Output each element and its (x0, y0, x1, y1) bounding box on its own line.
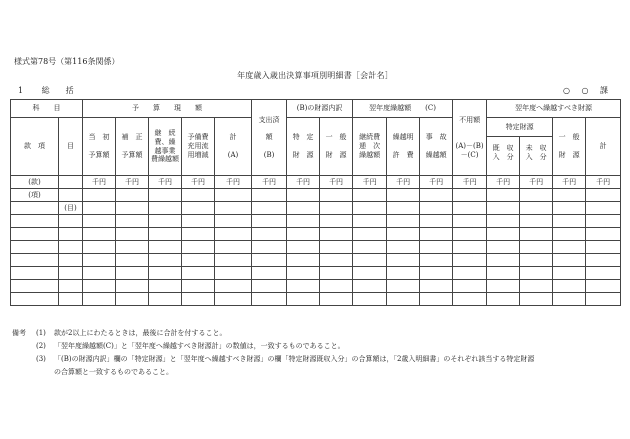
table-row (11, 228, 621, 241)
unit-cell: 千円 (116, 176, 149, 189)
row-kan-label: (款) (11, 176, 59, 189)
unit-cell: 千円 (182, 176, 215, 189)
note-continuation: の合算額と一致するものであること。 (54, 368, 173, 376)
unit-cell: 千円 (252, 176, 287, 189)
header-ny-unreceived: 未 収 入 分 (525, 144, 547, 161)
unit-cell: 千円 (453, 176, 487, 189)
section-label: 総 括 (41, 86, 74, 95)
unit-cell: 千円 (83, 176, 116, 189)
form-number: 様式第78号（第116条関係） (14, 57, 120, 66)
header-next-year: 翌年度へ繰越すべき財源 (487, 100, 621, 118)
header-moku: 目 (59, 118, 83, 176)
org-mark-2: ○ (581, 86, 589, 95)
header-ny-specific: 特定財源 (487, 118, 552, 137)
org-suffix: 課 (600, 86, 608, 95)
header-general-source: 一 般 財 源 (320, 118, 353, 176)
table-row (11, 280, 621, 293)
header-accident-carryover: 事 故 繰越額 (420, 118, 453, 176)
note-text: 「(B)の財源内訳」欄の「特定財源」と「翌年度へ繰越すべき財源」の欄「特定財源既収入分」の合算額は，「2歳入明細書」のそれぞれ該当する特定財源 (54, 355, 535, 363)
note-item (12, 353, 534, 366)
table-row (11, 254, 621, 267)
header-kan-kou: 款 項 (11, 118, 59, 176)
note-item (12, 327, 534, 340)
unit-cell: 千円 (520, 176, 553, 189)
unit-cell: 千円 (353, 176, 387, 189)
header-carryover: 翌年度繰越額 (C) (353, 100, 453, 118)
header-continuing-expenses: 継 続 費、繰 越事業 費繰越額 (149, 118, 182, 176)
notes-section (12, 327, 534, 379)
header-explicit-carryover: 繰越明 許 費 (387, 118, 420, 176)
header-initial-budget: 当 初 予算額 (83, 118, 116, 176)
header-reserve-fund: 予備費 充用流 用増減 (182, 118, 215, 176)
header-ny-general: 一 般 財 源 (553, 118, 586, 176)
table-row (11, 241, 621, 254)
unit-cell: 千円 (420, 176, 453, 189)
note-number: (2) (36, 342, 46, 350)
table-row (11, 202, 621, 215)
table-row (11, 293, 621, 306)
unit-cell: 千円 (487, 176, 520, 189)
header-ny-received: 既 収 入 分 (487, 137, 520, 175)
unit-cell: 千円 (149, 176, 182, 189)
table-row (11, 189, 621, 202)
section-heading (18, 85, 74, 96)
header-budget-total: 計 (A) (215, 118, 252, 176)
header-budget: 予 算 現 額 (83, 100, 252, 118)
header-unused: 不用額 (A)－(B) －(C) (453, 100, 487, 176)
note-number: (3) (36, 355, 46, 363)
organization-field (554, 85, 608, 96)
org-mark-1: ○ (562, 86, 570, 95)
note-text: 「翌年度繰越額(C)」と「翌年度へ繰越すべき財源計」の数値は，一致するものであること。 (54, 342, 345, 350)
row-moku-label: (目) (59, 202, 83, 215)
section-number: 1 (18, 86, 24, 95)
unit-cell: 千円 (553, 176, 586, 189)
unit-cell: 千円 (586, 176, 621, 189)
unit-cell: 千円 (387, 176, 420, 189)
note-number: (1) (36, 329, 46, 337)
unit-cell: 千円 (287, 176, 320, 189)
header-specific-source: 特 定 財 源 (287, 118, 320, 176)
header-item: 科 目 (11, 100, 83, 118)
header-continuing-carryover: 継続費 逓 次 繰越額 (353, 118, 387, 176)
header-ny-total: 計 (586, 118, 621, 176)
header-ny-specific-group (487, 118, 553, 176)
document-title: 年度歳入歳出決算事項別明細書［会計名］ (237, 71, 393, 80)
notes-heading: 備考 (12, 329, 26, 337)
table-row (11, 176, 621, 189)
table-row (11, 267, 621, 280)
note-text: 款が2以上にわたるときは，最後に合計を付すること。 (54, 329, 227, 337)
note-item (12, 340, 534, 353)
unit-cell: 千円 (320, 176, 353, 189)
header-supplementary-budget: 補 正 予算額 (116, 118, 149, 176)
header-b-breakdown: (B)の財源内訳 (287, 100, 353, 118)
row-kou-label: (項) (11, 189, 59, 202)
unit-cell: 千円 (215, 176, 252, 189)
statement-table (10, 99, 621, 306)
table-row (11, 215, 621, 228)
header-expenditure: 支出済 額 (B) (252, 100, 287, 176)
